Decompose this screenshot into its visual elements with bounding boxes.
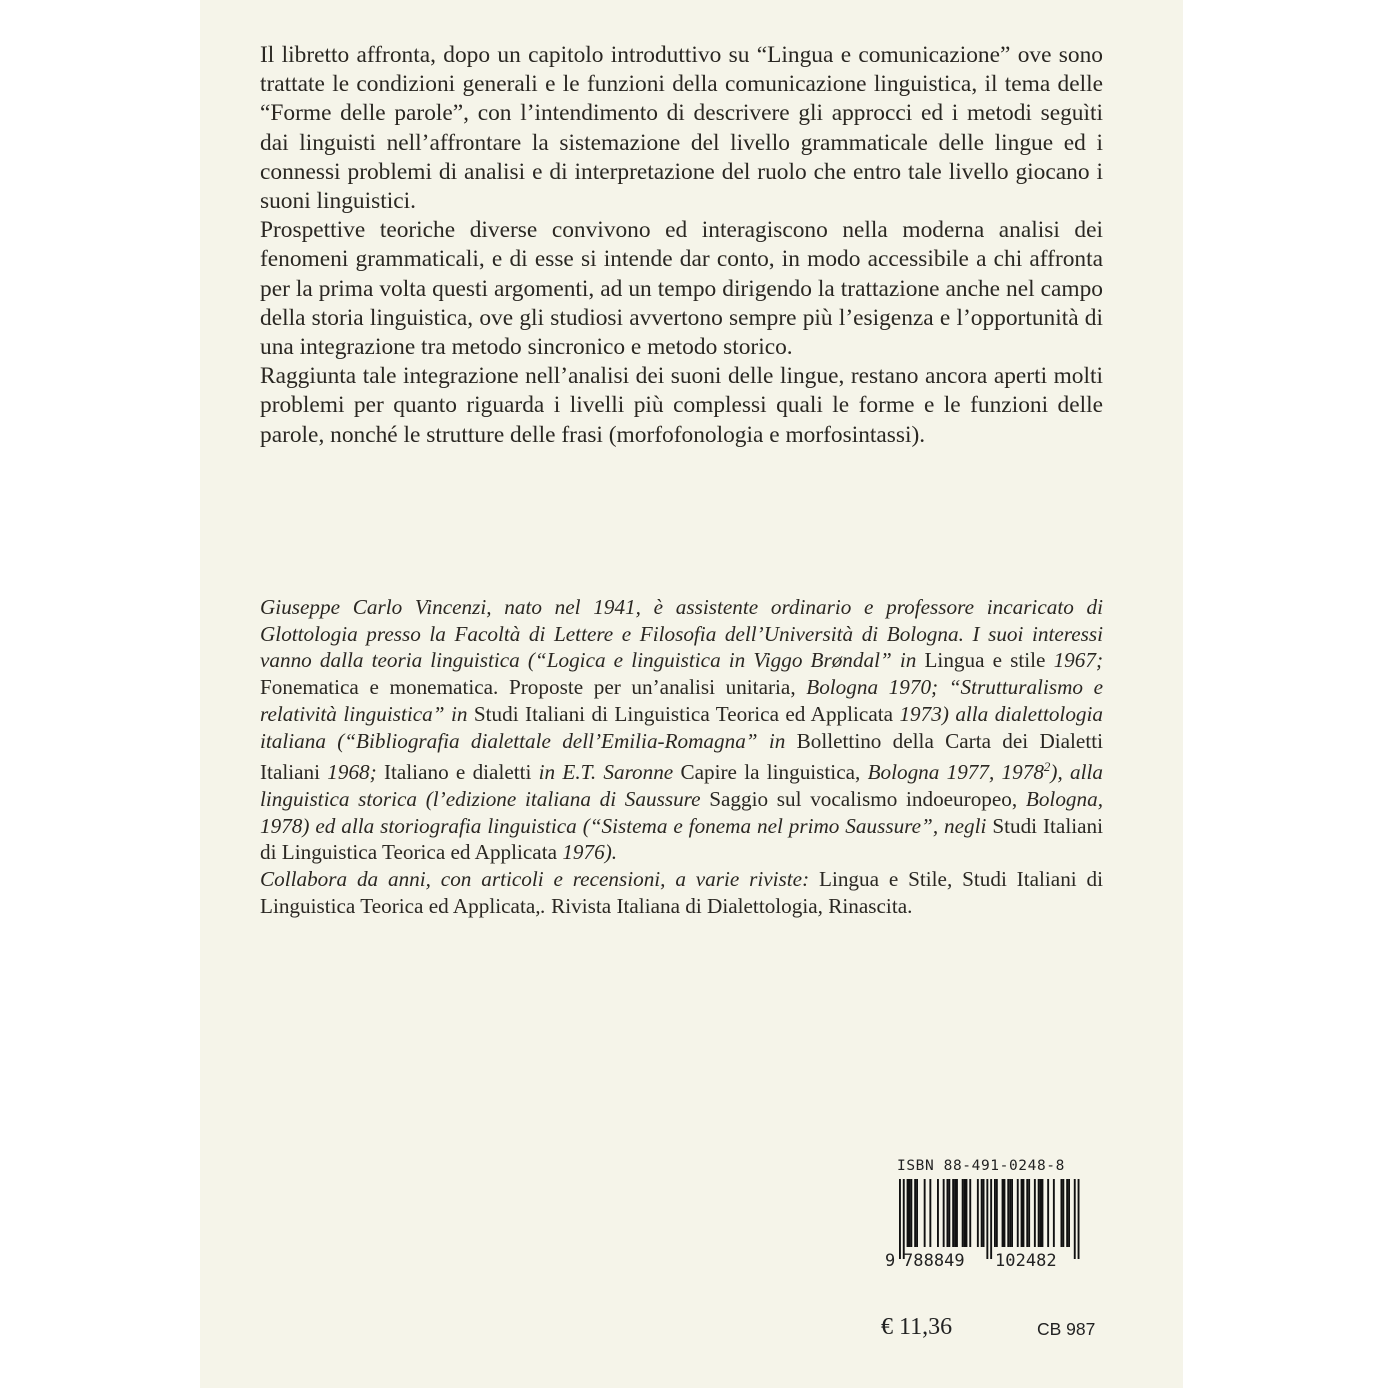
- description-paragraph: Raggiunta tale integrazione nell’analisi dei suoni delle lingue, restano ancora aperti molti problemi per quanto riguarda i livelli più complessi quali le forme e le funzioni delle parole, nonché le strutture delle frasi (morfofonologia e morfosintassi).: [260, 363, 1103, 448]
- barcode-guard-bar: [1074, 1179, 1076, 1259]
- bio-text: in E.T. Saronne: [531, 760, 681, 785]
- barcode-bar: [937, 1179, 939, 1247]
- barcode-guard-bar: [1078, 1179, 1080, 1259]
- barcode-bar: [954, 1179, 956, 1247]
- bio-title: Capire la linguistica,: [680, 760, 861, 785]
- barcode-bar: [929, 1179, 931, 1247]
- bio-text: Bologna 1970; “Strutturalismo e relatività linguistica” in: [260, 675, 1103, 726]
- bio-text: 1968;: [320, 760, 384, 785]
- barcode-bar: [1026, 1179, 1028, 1247]
- bio-title: Studi Italiani di Linguistica Teorica ed Applicata: [473, 701, 894, 726]
- bio-title: Italiano e dialetti: [383, 760, 532, 785]
- price-label: € 11,36: [881, 1314, 953, 1340]
- barcode-bar: [981, 1179, 983, 1247]
- biography-paragraph: [260, 594, 1103, 866]
- bio-title: Studi Italiani di Linguistica Teorica ed Applicata: [260, 813, 1103, 865]
- barcode-bar: [1038, 1179, 1040, 1247]
- barcode-bar: [996, 1179, 998, 1247]
- barcode-bar: [947, 1179, 949, 1247]
- barcode-bar: [1062, 1179, 1064, 1247]
- barcode-bar: [1021, 1179, 1023, 1247]
- barcode-bar: [948, 1179, 950, 1247]
- barcode-bar: [1034, 1179, 1036, 1247]
- author-biography: [260, 594, 1103, 920]
- barcode-bar: [914, 1179, 916, 1247]
- bio-text: 1967;: [1045, 648, 1104, 673]
- bio-text: ,: [817, 893, 829, 918]
- barcode-bar: [924, 1179, 926, 1247]
- description-paragraph: Prospettive teoriche diverse convivono ed interagiscono nella moderna analisi dei fenomeni grammaticali, e di esse si intende dar conto, in modo accessibile a chi affronta per la prima volta questi argomenti, ad un tempo dirigendo la trattazione anche nel campo della storia linguistica, ove gli studiosi avvertono sempre più l’esigenza e l’opportunità di una integrazione tra metodo sincronico e metodo storico.: [260, 217, 1103, 361]
- bio-title: Fonematica e monematica. Proposte per un’analisi unitaria,: [260, 675, 796, 700]
- bio-text: ), alla linguistica storica (l’edizione italiana di Saussure: [260, 760, 1103, 811]
- barcode-bar: [956, 1179, 958, 1247]
- barcode-guard-bar: [990, 1179, 992, 1259]
- barcode-icon: [899, 1179, 1089, 1259]
- bio-text: Collabora da anni, con articoli e recensioni, a varie riviste:: [260, 867, 819, 892]
- barcode-bar: [910, 1179, 912, 1247]
- biography-paragraph: [260, 866, 1103, 919]
- ean-first-digit: 9: [885, 1251, 896, 1271]
- bio-title: Studi Italiani di Linguistica Teorica ed Applicata: [260, 867, 1104, 918]
- bio-text: ,: [946, 867, 963, 892]
- barcode-bar: [1047, 1179, 1049, 1247]
- barcode-bar: [1002, 1179, 1004, 1247]
- bio-text: Bologna, 1978) ed alla storiografia linguistica (“Sistema e fonema nel primo Saussure”, negli: [260, 786, 1103, 838]
- barcode-bar: [1061, 1179, 1063, 1247]
- bio-title: Bollettino della Carta dei Dialetti Italiani: [260, 728, 1103, 785]
- bio-title: Rivista Italiana di Dialettologia: [551, 893, 818, 918]
- bio-title: Lingua e Stile: [819, 867, 947, 892]
- barcode-bar: [907, 1179, 909, 1247]
- bio-text: 1976).: [557, 840, 618, 865]
- bio-title: Lingua e stile: [924, 648, 1046, 673]
- barcode-bar: [1040, 1179, 1042, 1247]
- barcode-bar: [952, 1179, 954, 1247]
- barcode-bar: [1007, 1179, 1009, 1247]
- barcode-bar: [943, 1179, 945, 1247]
- edition-superscript: 2: [1043, 759, 1051, 775]
- barcode-bar: [1004, 1179, 1006, 1247]
- barcode-bar: [1009, 1179, 1011, 1247]
- ean-right-digits: 102482: [995, 1251, 1057, 1271]
- book-back-cover: [200, 0, 1183, 1388]
- bio-title: Rinascita.: [828, 893, 913, 918]
- book-description: [260, 41, 1103, 450]
- bio-text: 1973) alla dialettologia italiana (“Bibliografia dialettale dell’Emilia-Romagna” in: [260, 701, 1103, 753]
- barcode-bar: [1023, 1179, 1025, 1247]
- barcode-bar: [964, 1179, 966, 1247]
- barcode-bar: [983, 1179, 985, 1247]
- bio-text: ,.: [535, 893, 552, 918]
- bio-text: Bologna 1977, 1978: [860, 760, 1044, 785]
- barcode-bar: [962, 1179, 964, 1247]
- barcode-guard-bar: [903, 1179, 905, 1259]
- barcode-bar: [1068, 1179, 1070, 1247]
- barcode-guard-bar: [899, 1179, 901, 1259]
- barcode-bar: [1042, 1179, 1044, 1247]
- barcode-bar: [1053, 1179, 1055, 1247]
- barcode-bar: [1028, 1179, 1030, 1247]
- barcode-bar: [966, 1179, 968, 1247]
- barcode-bar: [977, 1179, 979, 1247]
- isbn-label: ISBN 88-491-0248-8: [897, 1158, 1065, 1174]
- series-code: CB 987: [1037, 1319, 1096, 1339]
- barcode-bar: [1011, 1179, 1013, 1247]
- barcode-bar: [916, 1179, 918, 1247]
- description-paragraph: Il libretto affronta, dopo un capitolo introduttivo su “Lingua e comunicazione” ove sono trattate le condizioni generali e le funzioni della comunicazione linguistica, il tema delle “Forme delle parole”, con l’intendimento di descrivere gli approcci ed i metodi seguìti dai linguisti nell’affrontare la sistemazione del livello grammaticale delle lingue ed i connessi problemi di analisi e di interpretazione del ruolo che entro tale livello giocano i suoni linguistici.: [260, 42, 1103, 215]
- barcode-bar: [909, 1179, 911, 1247]
- barcode-guard-bar: [986, 1179, 988, 1259]
- barcode-bar: [1066, 1179, 1068, 1247]
- barcode-bar: [1017, 1179, 1019, 1247]
- bio-title: Saggio sul vocalismo indoeuropeo,: [709, 786, 1018, 811]
- bio-text: Giuseppe Carlo Vincenzi, nato nel 1941, è assistente ordinario e professore incaricato di Glottologia presso la Facoltà di Lettere e Filosofia dell’Università di Bologna. I suoi interessi vanno dalla teoria linguistica (“Logica e linguistica in Viggo Brøndal” in: [260, 595, 1103, 673]
- ean-left-digits: 788849: [903, 1251, 965, 1271]
- barcode-bar: [969, 1179, 971, 1247]
- barcode-bar: [994, 1179, 996, 1247]
